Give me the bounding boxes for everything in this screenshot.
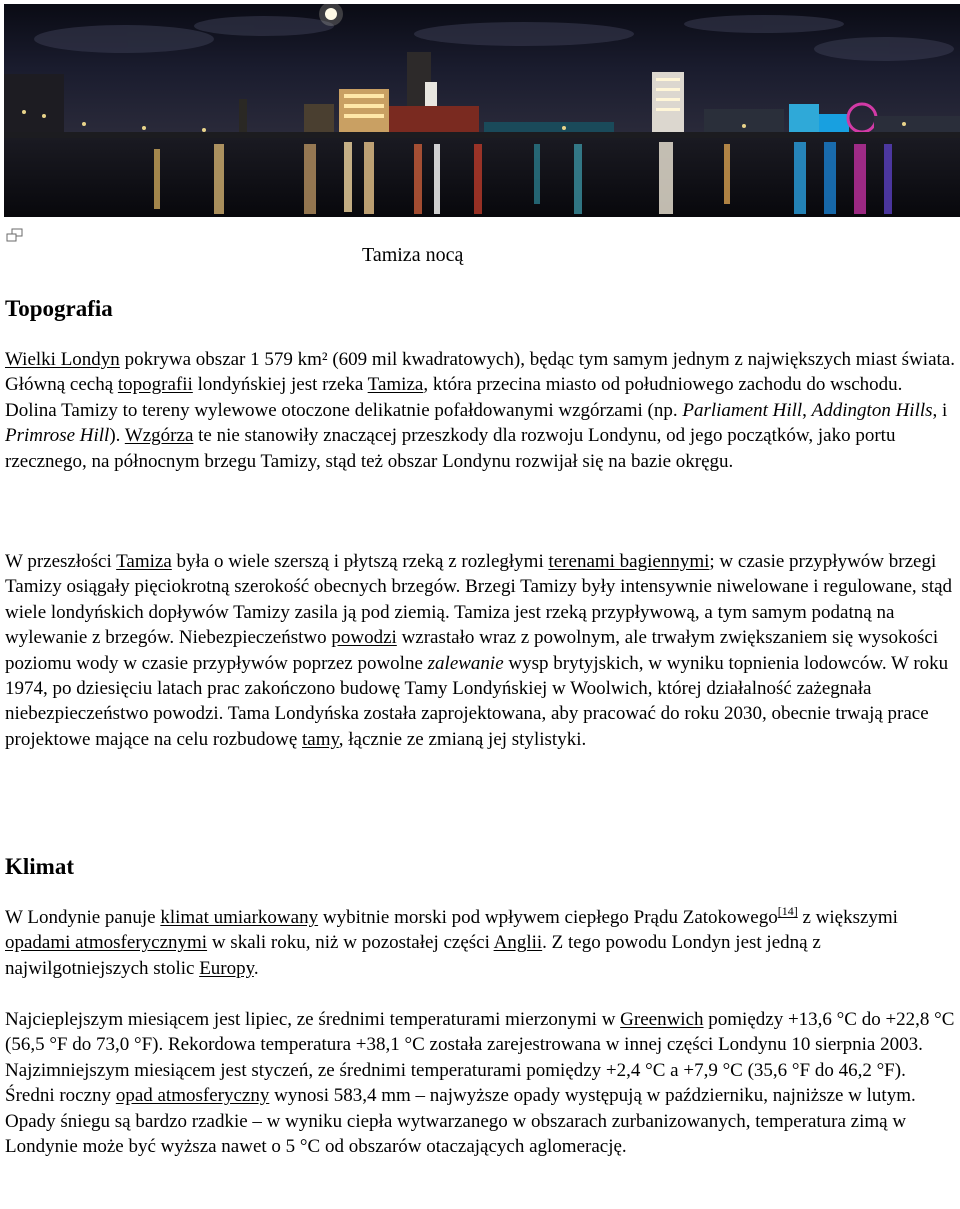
text: wysp brytyjskich, w wyniku topnienia lodowców. W roku 1974, po dziesięciu latach prac zakończono budowę Tamy Londyńskiej w Woolwich, której działalność zażegnała niebezpieczeństwo powodzi. Tama Londyńska została zaprojektowana, aby pracować do roku 2030, obecnie trwają prace projektowe mające na celu rozbudowę <box>5 652 949 750</box>
italic-addington-hills: Addington Hills <box>811 399 933 421</box>
klimat-paragraph-2 <box>5 1007 955 1159</box>
link-klimat-umiarkowany[interactable]: klimat umiarkowany <box>160 907 319 928</box>
text: wybitnie morski pod wpływem ciepłego Prądu Zatokowego <box>318 907 778 928</box>
link-opady-atmosferyczne[interactable]: opadami atmosferycznymi <box>5 932 208 954</box>
text: pokrywa obszar 1 579 km² (609 mil kwadratowych), będąc tym samym jednym z największych miast świata. Główną cechą <box>5 349 955 396</box>
text: , łącznie ze zmianą jej stylistyki. <box>338 728 587 750</box>
topografia-paragraph-2 <box>5 549 955 752</box>
link-tamiza[interactable]: Tamiza <box>367 374 424 396</box>
italic-primrose-hill: Primrose Hill <box>5 425 110 447</box>
text: w skali roku, niż w pozostałej części <box>207 932 494 954</box>
reference-14[interactable]: [14] <box>777 904 798 918</box>
image-caption: Tamiza nocą <box>362 244 464 266</box>
text: , <box>802 399 812 421</box>
text: była o wiele szerszą i płytszą rzeką z rozległymi <box>171 551 549 572</box>
link-greenwich[interactable]: Greenwich <box>620 1009 704 1030</box>
link-powodzi[interactable]: powodzi <box>331 627 397 649</box>
italic-parliament-hill: Parliament Hill <box>682 399 803 421</box>
link-opad-atmosferyczny[interactable]: opad atmosferyczny <box>115 1085 270 1107</box>
text: , która przecina miasto od południowego zachodu do wschodu. Dolina Tamizy to tereny wylewowe otoczone delikatnie pofałdowanymi wzgórzami (np. <box>5 374 903 421</box>
text: z większymi <box>797 907 898 928</box>
text: , i <box>932 399 948 421</box>
link-tereny-bagienne[interactable]: terenami bagiennymi <box>548 551 710 572</box>
thames-night-photo <box>4 4 960 217</box>
text: ; w czasie przypływów brzegi Tamizy osiągały pięciokrotną szerokość obecnych brzegów. Brzegi Tamizy były intensywnie niwelowane i regulowane, stąd wiele londyńskich dopływów Tamizy zasila ją pod ziemią. Tamiza jest rzeką przypływową, a tym samym podatną na wylewanie z brzegów. Niebezpieczeństwo <box>5 551 953 649</box>
text: te nie stanowiły znaczącej przeszkody dla rozwoju Londynu, od jego początków, jako portu rzecznego, na północnym brzegu Tamizy, stąd też obszar Londynu rozwijał się na bazie okręgu. <box>5 425 896 472</box>
text: . Z tego powodu Londyn jest jedną z najwilgotniejszych stolic <box>5 932 821 979</box>
link-wielki-londyn[interactable]: Wielki Londyn <box>5 349 120 370</box>
text: W przeszłości <box>5 551 117 572</box>
enlarge-icon[interactable] <box>5 227 25 243</box>
klimat-paragraph-1 <box>5 905 955 981</box>
link-europy[interactable]: Europy <box>199 957 254 979</box>
italic-zalewanie: zalewanie <box>427 652 504 674</box>
link-topografii[interactable]: topografii <box>117 374 193 396</box>
text: wzrastało wraz z powolnym, ale trwałym zwiększaniem się wysokości poziomu wody w czasie przypływów poprzez powolne <box>5 627 939 674</box>
text: londyńskiej jest rzeka <box>192 374 368 396</box>
topografia-paragraph-1 <box>5 347 955 474</box>
link-tamiza-2[interactable]: Tamiza <box>116 551 172 572</box>
thames-night-panorama <box>4 4 960 217</box>
section-heading-klimat: Klimat <box>5 854 74 879</box>
text: Najcieplejszym miesiącem jest lipiec, ze średnimi temperaturami mierzonymi w <box>5 1009 621 1030</box>
text: W Londynie panuje <box>5 907 161 928</box>
text: wynosi 583,4 mm – najwyższe opady występują w październiku, najniższe w lutym. Opady śniegu są bardzo rzadkie – w wyniku ciepła wytwarzanego w obszarach zurbanizowanych, temperatura zimą w Londynie może być wyższa nawet o 5 °C od obszarów otaczających aglomerację. <box>5 1085 916 1158</box>
text: . <box>253 957 259 979</box>
text: pomiędzy +13,6 °C do +22,8 °C (56,5 °F do 73,0 °F). Rekordowa temperatura +38,1 °C została zarejestrowana w innej części Londynu 10 sierpnia 2003. Najzimniejszym miesiącem jest styczeń, ze średnimi temperaturami pomiędzy +2,4 °C a +7,9 °C (35,6 °F do 46,2 °F). Średni roczny <box>5 1009 955 1107</box>
text: ). <box>109 425 125 447</box>
link-tamy[interactable]: tamy <box>302 728 339 750</box>
link-anglii[interactable]: Anglii <box>493 932 543 954</box>
link-wzgorza[interactable]: Wzgórza <box>124 425 194 447</box>
section-heading-topografia: Topografia <box>5 296 113 321</box>
